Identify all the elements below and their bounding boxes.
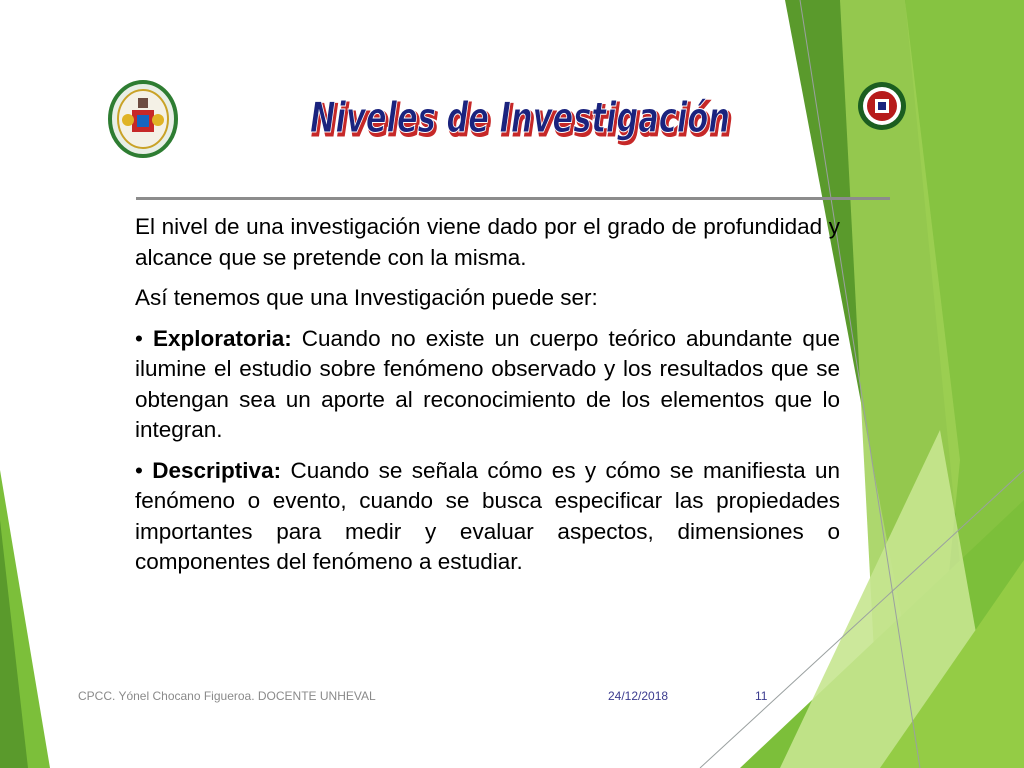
footer-author: CPCC. Yónel Chocano Figueroa. DOCENTE UNHEVAL <box>78 689 376 703</box>
list-item-descriptiva <box>135 456 840 578</box>
slide-title-shadow: Niveles de Investigación <box>312 96 732 145</box>
slide-title-text: Niveles de Investigación <box>310 93 730 142</box>
title-divider <box>136 197 890 200</box>
footer-date: 24/12/2018 <box>608 689 669 703</box>
lead-paragraph: Así tenemos que una Investigación puede ser: <box>135 285 598 310</box>
university-seal-left-icon <box>108 80 178 158</box>
bullet: • <box>135 325 143 351</box>
slide-body <box>135 212 840 588</box>
list-item-exploratoria <box>135 324 840 446</box>
definition-descriptiva: Cuando se señala cómo es y cómo se manifiesta un fenómeno o evento, cuando se busca especificar las propiedades importantes para medir y evaluar aspectos, dimensiones o componentes del fenómeno a estudiar. <box>135 457 840 574</box>
slide-title <box>300 72 740 150</box>
intro-paragraph: El nivel de una investigación viene dado por el grado de profundidad y alcance que se pretende con la misma. <box>135 214 840 270</box>
term-exploratoria: Exploratoria: <box>152 325 292 351</box>
faculty-seal-right-icon <box>857 80 907 132</box>
footer-page-number: 11 <box>755 689 768 703</box>
definition-exploratoria: Cuando no existe un cuerpo teórico abundante que ilumine el estudio sobre fenómeno observado y los resultados que se obtengan sea un aporte al reconocimiento de los elementos que lo integran. <box>135 325 840 442</box>
term-descriptiva: Descriptiva: <box>152 457 282 483</box>
bullet: • <box>135 457 143 483</box>
